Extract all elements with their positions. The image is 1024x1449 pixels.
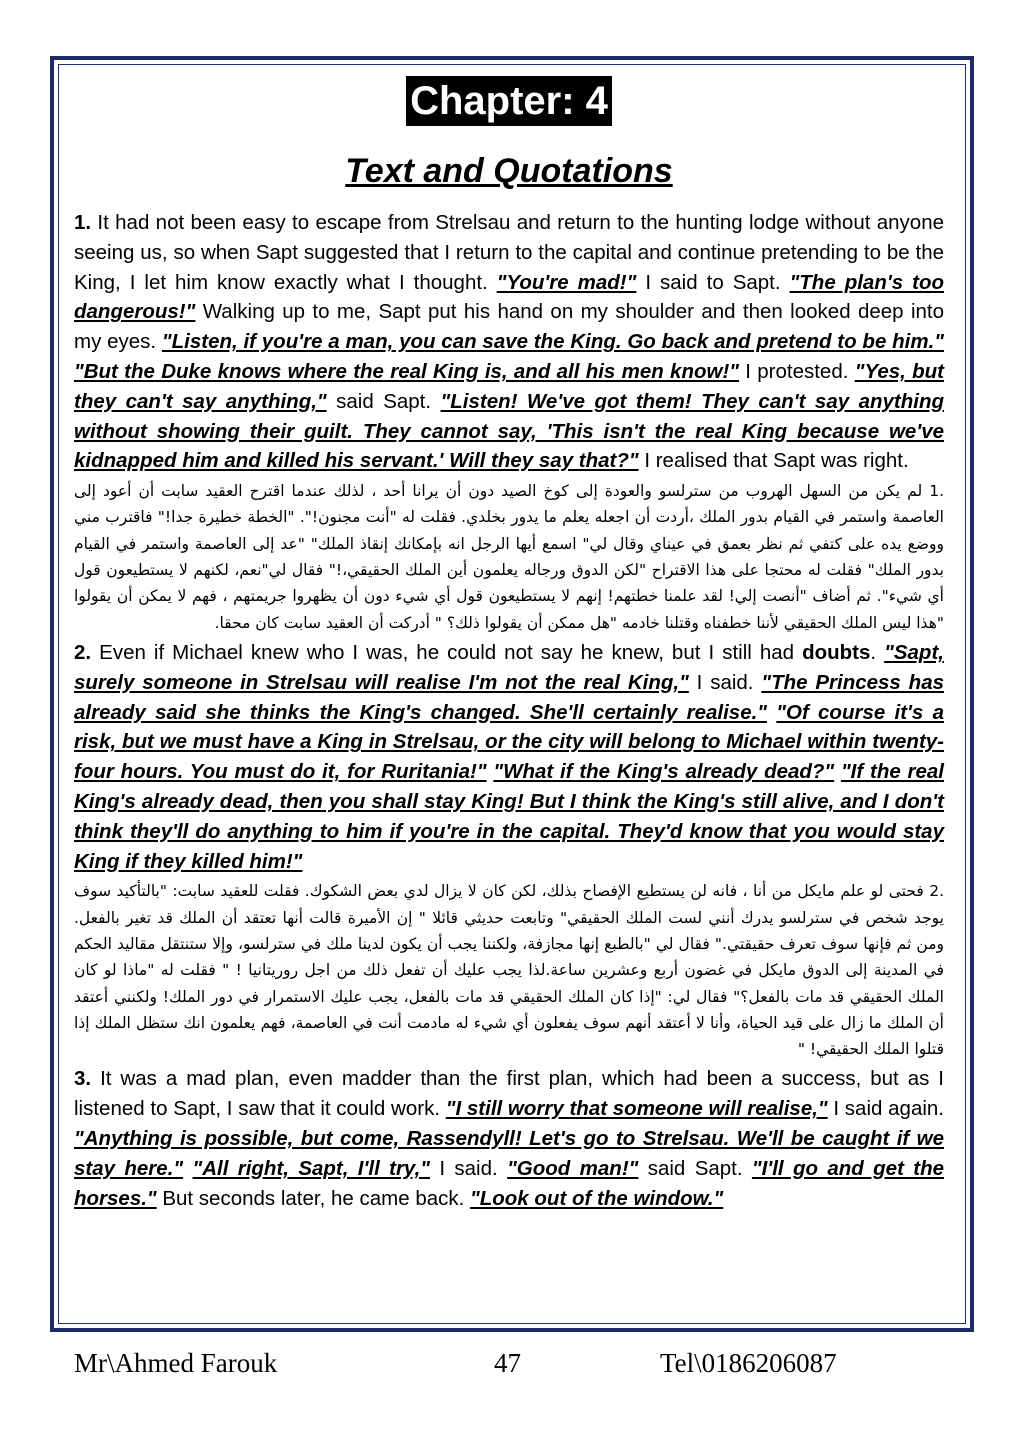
quotation: "Sapt, surely someone in Strelsau will realise I'm not the real King," (74, 640, 944, 694)
quotation: "Good man!" (507, 1156, 639, 1180)
quotation: "If the real King's already dead, then you shall stay King! But I think the King's still alive, and I don't think they'll do anything to him if you're in the capital. They'd know that you would stay King if they killed him!" (74, 760, 945, 873)
quotation: "Of course it's a risk, but we must have a King in Strelsau, or the city will belong to Michael within twenty-four hours. You must do it, for Ruritania!" (74, 700, 944, 784)
footer-author: Mr\Ahmed Farouk (74, 1348, 278, 1378)
paragraph-number: 1. (74, 211, 92, 234)
text-run: said Sapt. (638, 1156, 752, 1180)
bold-word: doubts (802, 640, 871, 664)
text-run: I protested. (739, 359, 855, 383)
quotation: "The Princess has already said she thinks the King's changed. She'll certainly realise." (74, 670, 944, 724)
text-run: It was a mad plan, even madder than the first plan, which had been a success, but as I listened to Sapt, I saw that it could work. (74, 1067, 944, 1121)
page-number: 47 (494, 1348, 521, 1378)
quotation: "The plan's too dangerous!" (74, 270, 944, 324)
quotation: "I still worry that someone will realise," (445, 1097, 828, 1121)
page-content (74, 74, 944, 1324)
paragraph-number: 3. (74, 1067, 92, 1091)
text-run (834, 760, 841, 783)
page-footer (0, 1348, 1024, 1388)
text-run: I said to Sapt. (636, 270, 790, 294)
quotation: "Look out of the window." (470, 1186, 724, 1210)
quotation: "Yes, but they can't say anything," (74, 359, 945, 413)
text-run: said Sapt. (326, 389, 441, 413)
paragraph-2-english (74, 638, 944, 876)
quotation: "Anything is possible, but come, Rassendyll! Let's go to Strelsau. We'll be caught if we stay here." (74, 1127, 944, 1180)
text-run: I said. (688, 670, 762, 694)
paragraph-number: 2. (74, 640, 92, 664)
text-run: I said. (430, 1156, 508, 1180)
text-run: . (870, 640, 885, 664)
paragraph-2-arabic: .2 فحتى لو علم مايكل من أنا ، فانه لن يستطيع الإفصاح بذلك، لكن كان لا يزال لدي بعض الشكوك. فقلت للعقيد سابت: "بالتأكيد سوف يوجد شخص في سترلسو يدرك أنني لست الملك الحقيقي" وتابعت حديثي قائلا " إن الأميرة قالت أنها تعتقد أن الملك قد تغير بالفعل. ومن ثم فإنها سوف تعرف حقيقتي." فقال لي "بالطبع إنها مجازفة، ولكننا يجب أن يكون لدينا ملك في سترلسو، وإلا ستنتقل مقاليد الحكم في المدينة إلى الدوق مايكل في غضون أربع وعشرين ساعة.لذا يجب عليك أن تفعل ذلك من اجل روريتانيا ! " فقلت له "ماذا لو كان الملك الحقيقي قد مات بالفعل؟" فقال لي: "إذا كان الملك الحقيقي قد مات بالفعل، يجب عليك الاستمرار في دور الملك! ولكنني أعتقد أن الملك ما زال على قيد الحياة، وأنا لا أعتقد أنهم سوف يفعلون أي شيء له مادمت أنت في العاصمة، فهم يعلمون انك ستظل الملك إذا قتلوا الملك الحقيقي! " (74, 882, 944, 1059)
chapter-heading: Chapter: 4 (406, 76, 612, 126)
text-run (767, 701, 776, 724)
chapter-heading-wrap (74, 76, 944, 126)
text-run: Walking up to me, Sapt put his hand on my shoulder and then looked deep into my eyes. (74, 300, 944, 354)
text-run: It had not been easy to escape from Strelsau and return to the hunting lodge without anyone seeing us, so when Sapt suggested that I return to the capital and continue pretending to be the King, I let him know exactly what I thought. (74, 211, 944, 294)
quotation: "All right, Sapt, I'll try," (192, 1156, 430, 1180)
quotation: "But the Duke knows where the real King is, and all his men know!" (74, 359, 739, 383)
text-run: I said again. (827, 1097, 944, 1121)
quotation: "Listen, if you're a man, you can save the King. Go back and pretend to be him." (161, 330, 945, 354)
paragraph-1-arabic: .1 لم يكن من السهل الهروب من سترلسو والعودة إلى كوخ الصيد دون أن يرانا أحد ، لذلك عندما اقترح العقيد سابت أن أعود إلى العاصمة واستمر في القيام بدور الملك ،أردت أن اجعله يعلم ما يدور بخلدي. فقلت له "أنت مجنون!". "الخطة خطيرة جدا!" فاقترب مني ووضع يده على كتفي ثم نظر بعمق في عيناي وقال لي" اسمع أيها الرجل انه بإمكانك إنقاذ الملك" "عد إلى العاصمة واستمر في القيام بدور الملك" فقلت له محتجا على هذا الاقتراح "لكن الدوق ورجاله يعلمون أين الملك الحقيقي،!" فقال لي"نعم، لكنهم لا يستطيعون قول أي شيء". ثم أضاف "أنصت إلي! لقد علمنا خطتهم! إنهم لا يستطيعون قول أي شيء دون أن يظهروا جريمتهم ، فهم لا يمكن أن يقولوا "هذا ليس الملك الحقيقي لأننا خطفناه وقتلنا خادمه "هل ممكن أن يقولوا ذلك؟ " أدركت أن العقيد سابت كان محقا. (74, 482, 944, 632)
quotation: "You're mad!" (496, 270, 637, 294)
section-title: Text and Quotations (345, 152, 673, 190)
paragraph-3-english (74, 1064, 944, 1213)
quotation: "Listen! We've got them! They can't say anything without showing their guilt. They cannot say, 'This isn't the real King because we've kidnapped him and killed his servant.' Will they say that?" (74, 389, 945, 473)
footer-telephone: Tel\0186206087 (660, 1348, 837, 1378)
paragraph-1-english (74, 208, 944, 476)
quotation: "I'll go and get the horses." (74, 1156, 945, 1210)
text-run: Even if Michael knew who I was, he could not say he knew, but I still had (91, 640, 803, 664)
text-run: But seconds later, he came back. (156, 1186, 471, 1210)
text-run: I realised that Sapt was right. (638, 449, 909, 473)
quotation: "What if the King's already dead?" (493, 760, 835, 784)
